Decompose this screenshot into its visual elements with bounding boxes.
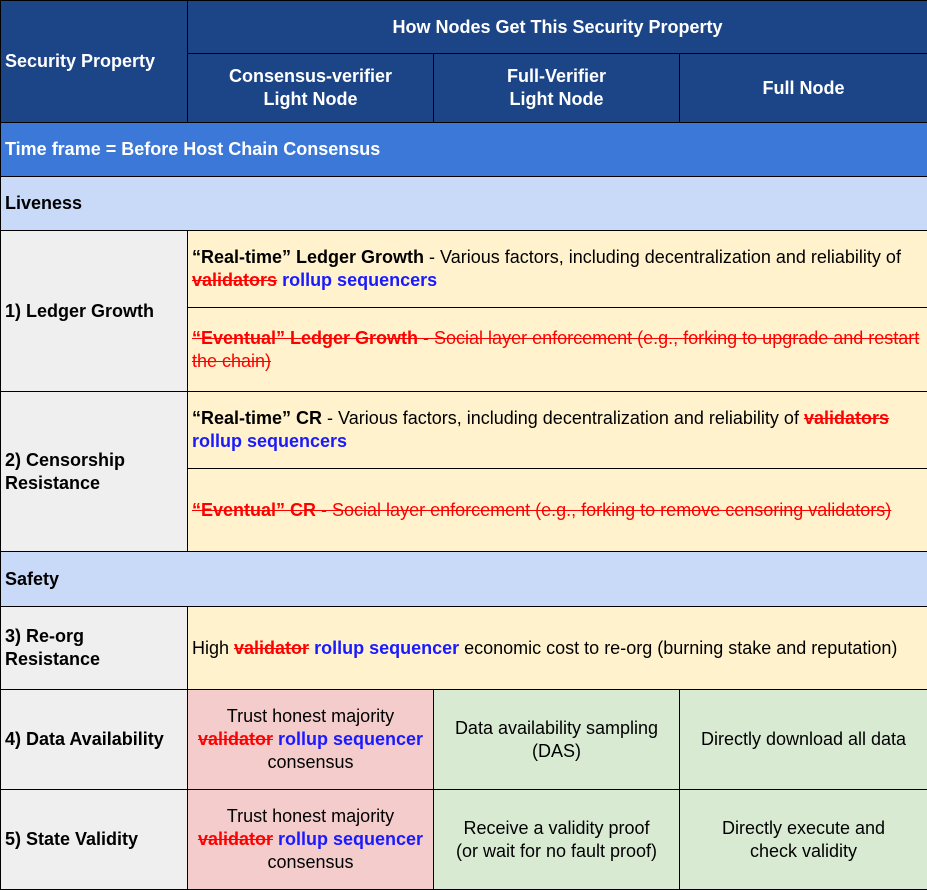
header-col2-line2: Light Node xyxy=(438,88,675,111)
ledger-growth-rt-struck: validators xyxy=(192,270,277,290)
censorship-rt-title: “Real-time” CR xyxy=(192,408,322,428)
censorship-label xyxy=(1,392,188,552)
censorship-eventual xyxy=(188,469,927,552)
data-availability-full-node: Directly download all data xyxy=(680,690,927,790)
ledger-growth-rt-new: rollup sequencers xyxy=(282,270,437,290)
da-c2-line1: Data availability sampling xyxy=(438,717,675,740)
header-col1-line2: Light Node xyxy=(192,88,429,111)
header-full-verifier xyxy=(434,54,680,123)
sv-c1-prefix: Trust honest majority xyxy=(192,805,429,828)
section-safety: Safety xyxy=(1,552,927,607)
data-availability-consensus-verifier xyxy=(188,690,434,790)
sv-c1-suffix: consensus xyxy=(267,852,353,872)
state-validity-label: 5) State Validity xyxy=(1,790,188,890)
reorg-label-line2: Resistance xyxy=(5,648,183,671)
header-col2-line1: Full-Verifier xyxy=(438,65,675,88)
reorg-label-line1: 3) Re-org xyxy=(5,625,183,648)
ledger-growth-eventual xyxy=(188,308,927,392)
sv-c3-line1: Directly execute and xyxy=(684,817,923,840)
state-validity-consensus-verifier xyxy=(188,790,434,890)
state-validity-full-verifier xyxy=(434,790,680,890)
reorg-suffix: economic cost to re-org (burning stake and reputation) xyxy=(459,638,897,658)
da-c2-line2: (DAS) xyxy=(438,740,675,763)
censorship-ev-title: “Eventual” CR xyxy=(192,500,316,520)
data-availability-full-verifier xyxy=(434,690,680,790)
reorg-new: rollup sequencer xyxy=(314,638,459,658)
censorship-label-line1: 2) Censorship xyxy=(5,449,183,472)
ledger-growth-rt-title: “Real-time” Ledger Growth xyxy=(192,247,424,267)
censorship-rt-new: rollup sequencers xyxy=(192,431,347,451)
censorship-ev-text: - Social layer enforcement (e.g., forking to remove censoring validators) xyxy=(316,500,891,520)
header-full-node: Full Node xyxy=(680,54,927,123)
ledger-growth-ev-title: “Eventual” Ledger Growth xyxy=(192,328,418,348)
da-c1-prefix: Trust honest majority xyxy=(192,705,429,728)
sv-c2-line1: Receive a validity proof xyxy=(438,817,675,840)
censorship-rt-text: - Various factors, including decentralization and reliability of xyxy=(322,408,804,428)
da-c1-new: rollup sequencer xyxy=(278,729,423,749)
header-consensus-verifier xyxy=(188,54,434,123)
timeframe-row: Time frame = Before Host Chain Consensus xyxy=(1,123,927,177)
censorship-rt-struck: validators xyxy=(804,408,889,428)
header-how-nodes: How Nodes Get This Security Property xyxy=(188,1,927,54)
header-security-property: Security Property xyxy=(1,1,188,123)
reorg-description xyxy=(188,607,927,690)
sv-c3-line2: check validity xyxy=(684,840,923,863)
sv-c1-new: rollup sequencer xyxy=(278,829,423,849)
ledger-growth-realtime xyxy=(188,231,927,308)
da-c1-suffix: consensus xyxy=(267,752,353,772)
state-validity-full-node xyxy=(680,790,927,890)
reorg-prefix: High xyxy=(192,638,234,658)
da-c1-struck: validator xyxy=(198,729,273,749)
censorship-realtime xyxy=(188,392,927,469)
ledger-growth-rt-text: - Various factors, including decentralization and reliability of xyxy=(424,247,901,267)
sv-c2-line2: (or wait for no fault proof) xyxy=(438,840,675,863)
section-liveness: Liveness xyxy=(1,177,927,231)
ledger-growth-ev-text: - Social layer enforcement (e.g., forking to upgrade and restart the chain) xyxy=(192,328,919,371)
censorship-label-line2: Resistance xyxy=(5,472,183,495)
header-col1-line1: Consensus-verifier xyxy=(192,65,429,88)
reorg-label xyxy=(1,607,188,690)
ledger-growth-label: 1) Ledger Growth xyxy=(1,231,188,392)
sv-c1-struck: validator xyxy=(198,829,273,849)
reorg-struck: validator xyxy=(234,638,309,658)
data-availability-label: 4) Data Availability xyxy=(1,690,188,790)
